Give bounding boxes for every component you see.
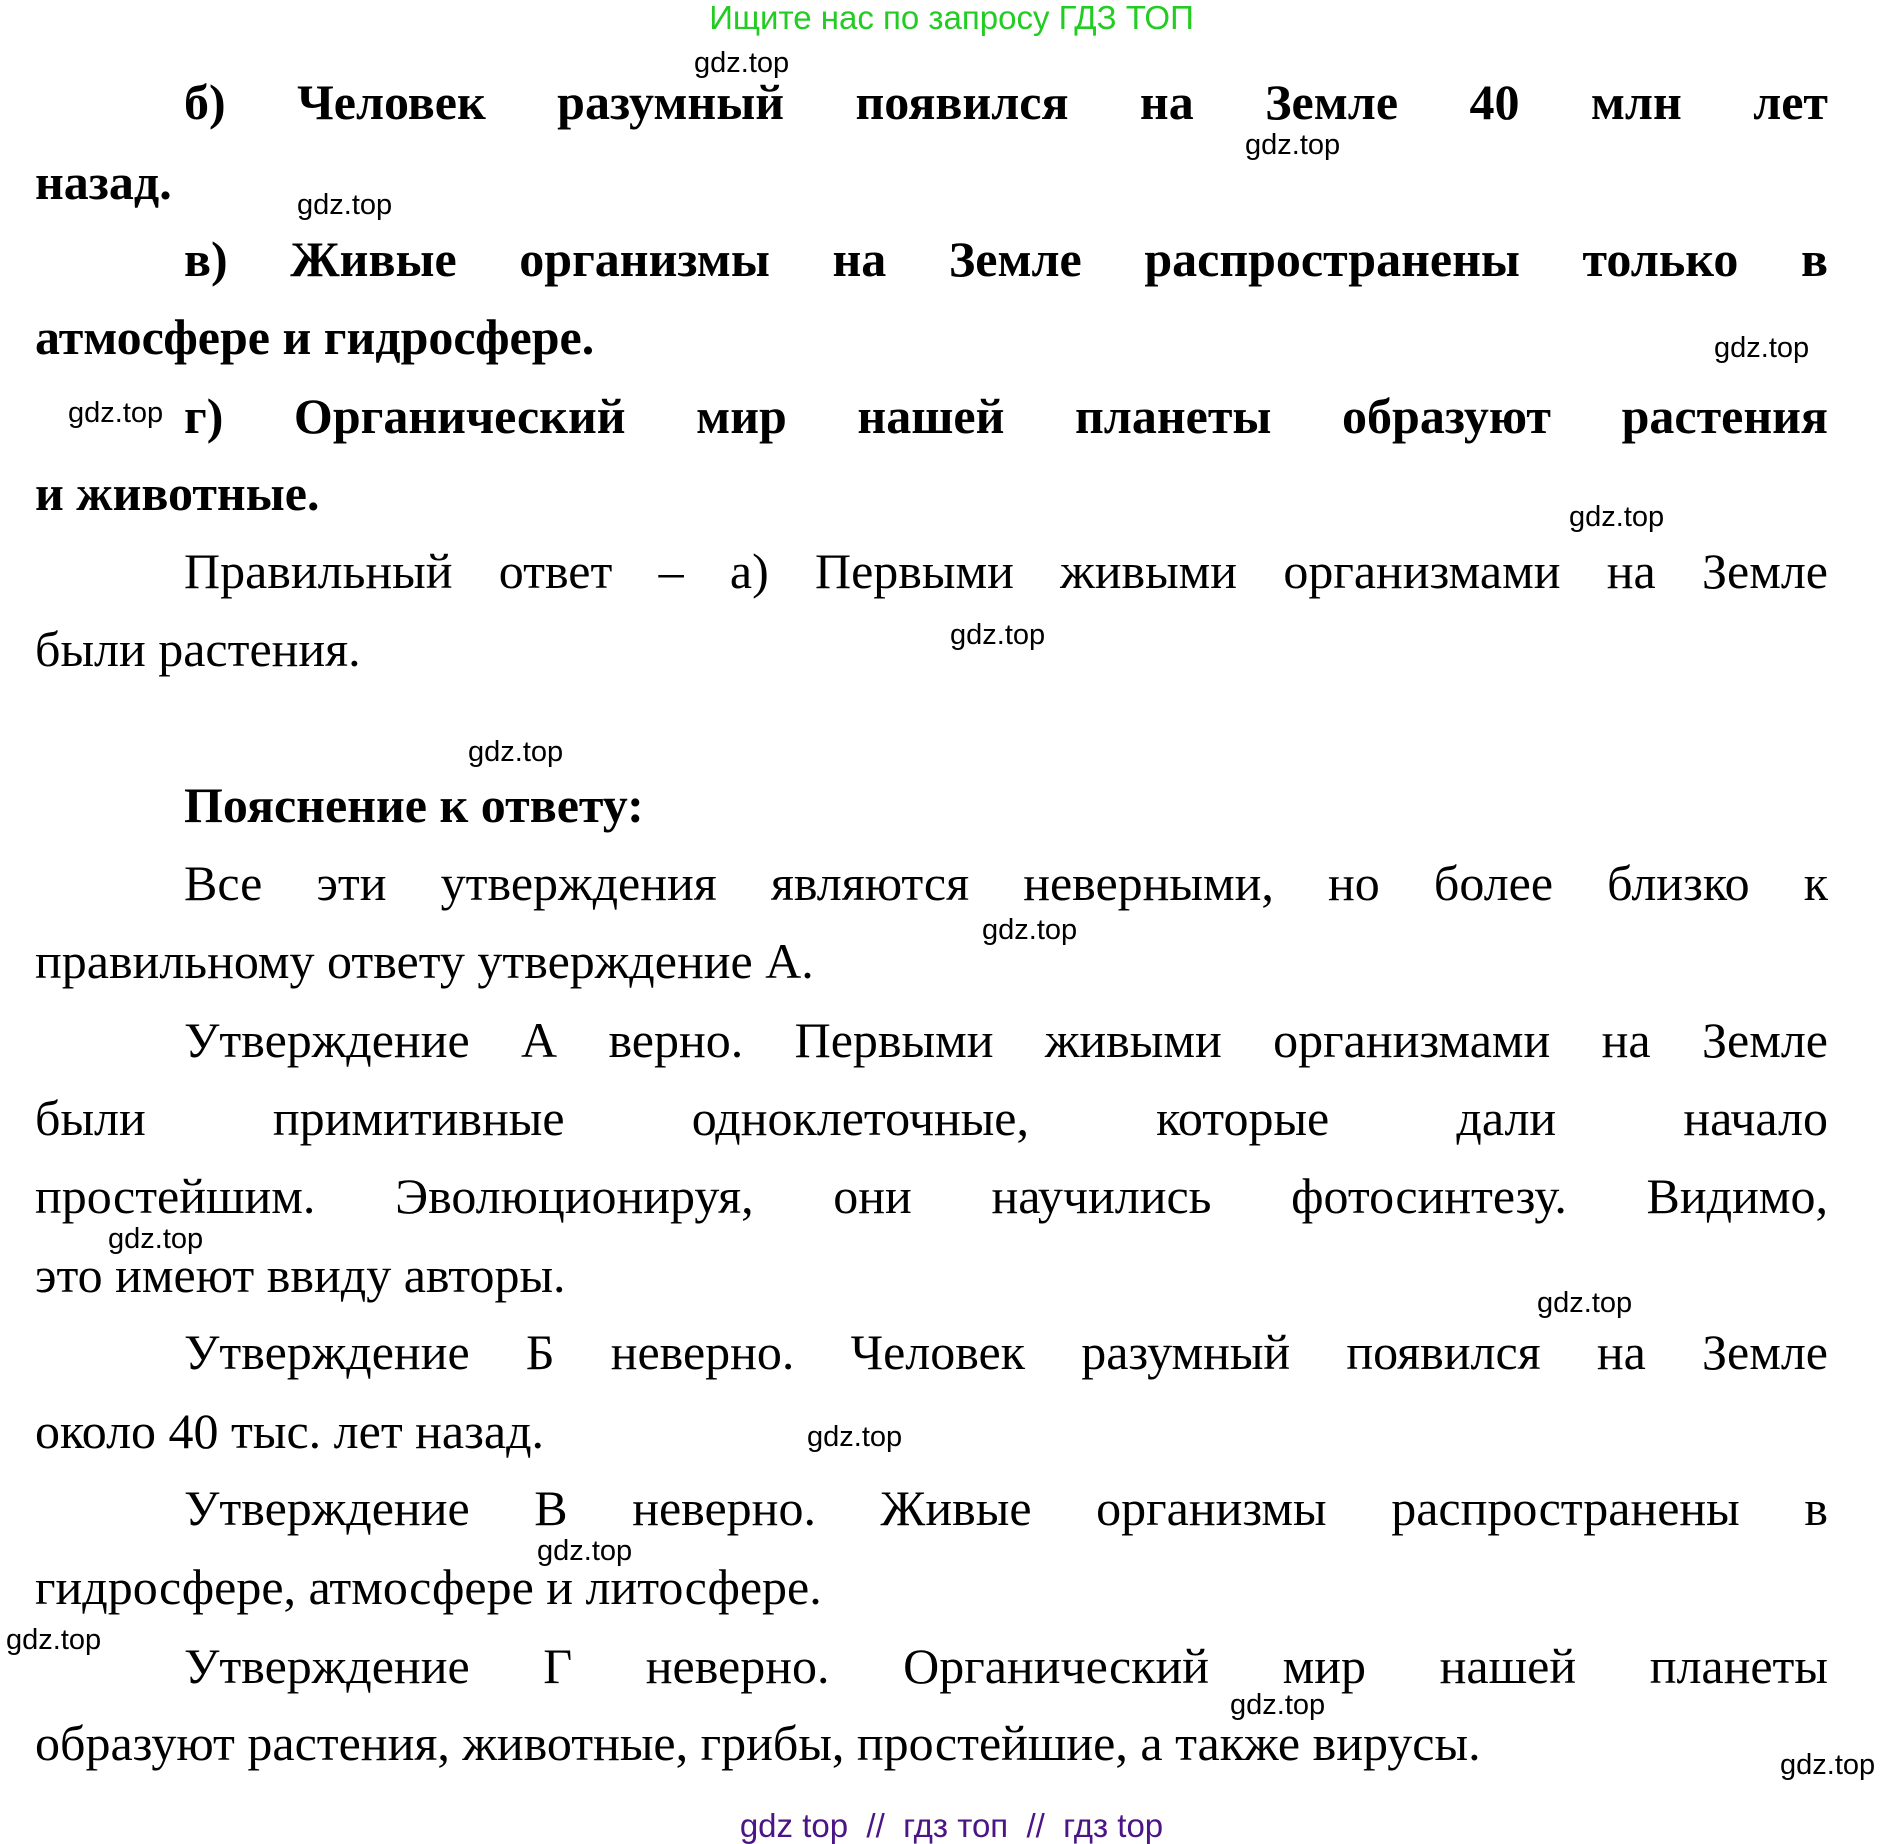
text-line: образуют растения, животные, грибы, простейшие, а также вирусы. <box>35 1715 1481 1771</box>
text-line: атмосфере и гидросфере. <box>35 309 595 365</box>
text-line: Утверждение Г неверно. Органический мир нашей планеты <box>184 1638 1828 1694</box>
watermark-text: gdz.top <box>297 189 393 221</box>
watermark-text: gdz.top <box>1245 129 1341 161</box>
watermark-text: gdz.top <box>1230 1689 1326 1721</box>
watermark-text: gdz.top <box>1537 1287 1633 1319</box>
watermark-text: gdz.top <box>108 1223 204 1255</box>
watermark-text: gdz.top <box>694 47 790 79</box>
text-line: правильному ответу утверждение А. <box>35 933 814 989</box>
text-line: Все эти утверждения являются неверными, но более близко к <box>184 855 1828 911</box>
watermark-text: gdz.top <box>1569 501 1665 533</box>
text-line: гидросфере, атмосфере и литосфере. <box>35 1559 822 1615</box>
text-line: Утверждение А верно. Первыми живыми организмами на Земле <box>184 1012 1828 1068</box>
text-line: Правильный ответ – а) Первыми живыми организмами на Земле <box>184 543 1828 599</box>
watermark-text: gdz.top <box>807 1421 903 1453</box>
footer-watermark: gdz top // гдз топ // гдз top <box>739 1807 1164 1844</box>
text-line: Утверждение Б неверно. Человек разумный появился на Земле <box>184 1324 1828 1380</box>
watermark-text: gdz.top <box>468 736 564 768</box>
text-line: б) Человек разумный появился на Земле 40 млн лет <box>184 74 1828 130</box>
text-line: это имеют ввиду авторы. <box>35 1247 566 1303</box>
text-line: простейшим. Эволюционируя, они научились фотосинтезу. Видимо, <box>35 1168 1828 1224</box>
watermark-text: gdz.top <box>537 1535 633 1567</box>
watermark-text: gdz.top <box>950 619 1046 651</box>
watermark-text: gdz.top <box>1714 332 1810 364</box>
text-line: и животные. <box>35 465 320 521</box>
text-line: были растения. <box>35 621 361 677</box>
section-heading: Пояснение к ответу: <box>184 777 644 833</box>
text-line: около 40 тыс. лет назад. <box>35 1403 545 1459</box>
text-line: в) Живые организмы на Земле распространены только в <box>184 231 1828 287</box>
watermark-text: gdz.top <box>982 914 1078 946</box>
search-banner: Ищите нас по запросу ГДЗ ТОП <box>709 0 1194 36</box>
watermark-text: gdz.top <box>1780 1749 1876 1781</box>
watermark-text: gdz.top <box>68 397 164 429</box>
text-line: были примитивные одноклеточные, которые дали начало <box>35 1090 1828 1146</box>
text-line: г) Органический мир нашей планеты образуют растения <box>184 388 1828 444</box>
watermark-text: gdz.top <box>6 1624 102 1656</box>
text-line: назад. <box>35 154 172 210</box>
text-line: Утверждение В неверно. Живые организмы распространены в <box>184 1480 1828 1536</box>
